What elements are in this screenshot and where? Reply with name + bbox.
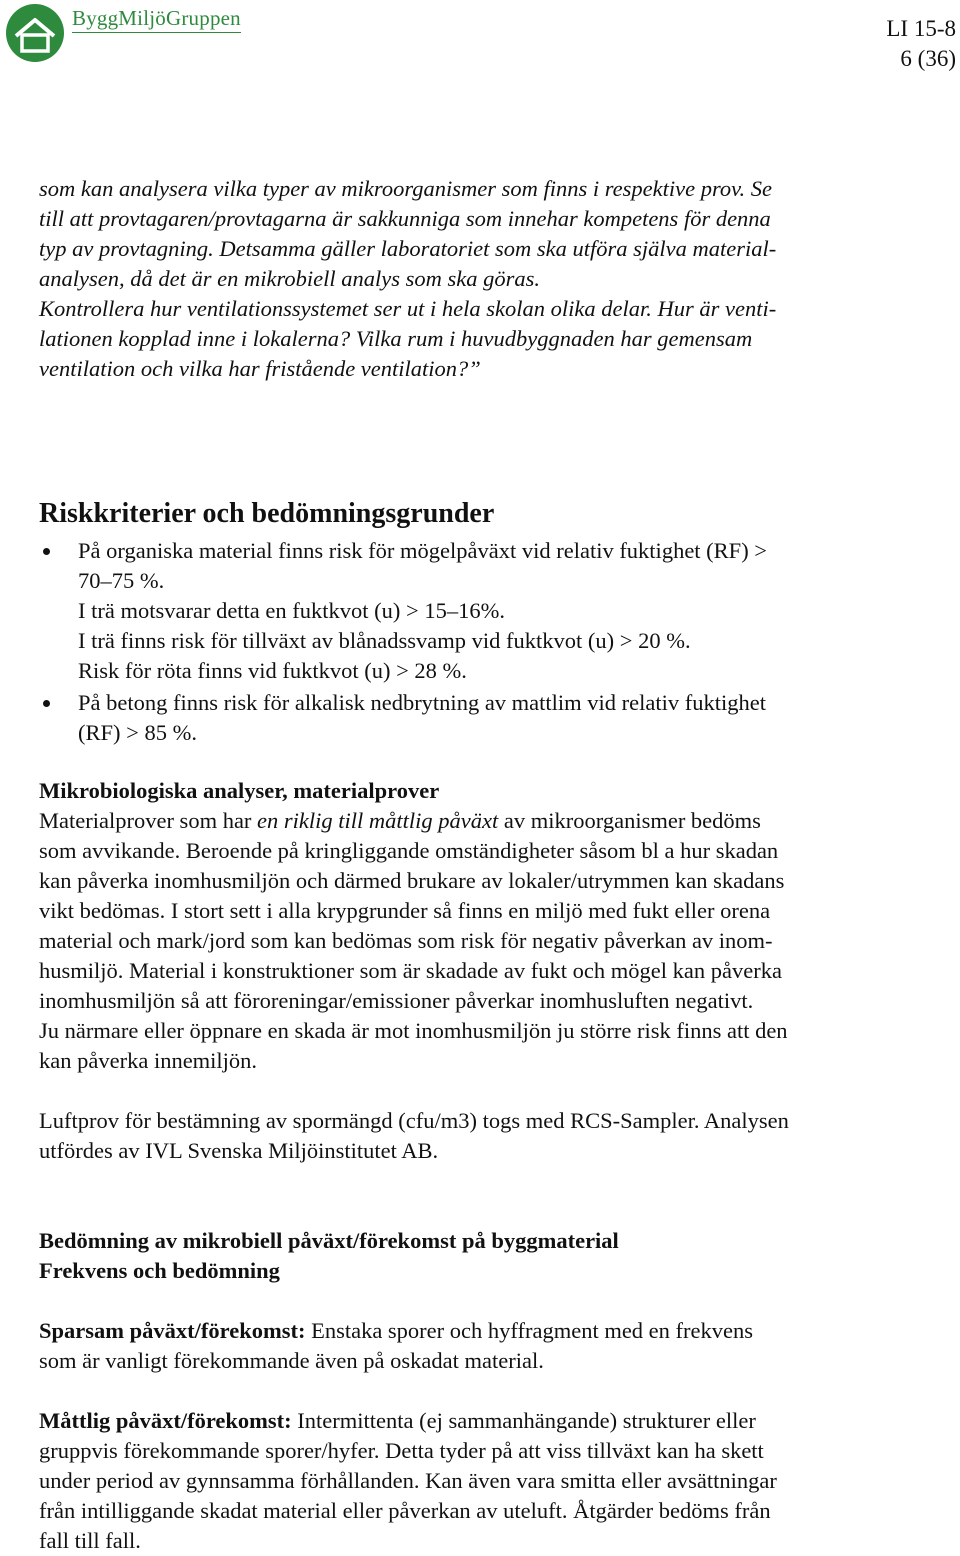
- text-line: som avvikande. Beroende på kringliggande omständigheter såsom bl a hur skadan: [39, 838, 779, 863]
- bullet-item-concrete: [39, 688, 920, 748]
- text-line: På betong finns risk för alkalisk nedbrytning av mattlim vid relativ fuktighet: [78, 690, 766, 715]
- section-heading-risk: Riskkriterier och bedömningsgrunder: [39, 498, 495, 529]
- text-line: I trä motsvarar detta en fuktkvot (u) > 15–16%.: [78, 598, 505, 623]
- moderate-growth-paragraph: [39, 1406, 920, 1556]
- text-line: lationen kopplad inne i lokalerna? Vilka rum i huvudbyggnaden har gemensam: [39, 326, 753, 351]
- text-line: (RF) > 85 %.: [78, 720, 197, 745]
- air-sample-paragraph: [39, 1106, 920, 1166]
- text-line: Risk för röta finns vid fuktkvot (u) > 28 %.: [78, 658, 467, 683]
- text-line: material och mark/jord som kan bedömas som risk för negativ påverkan av inom-: [39, 928, 773, 953]
- text-line: fall till fall.: [39, 1528, 141, 1553]
- text-span: av mikroorganismer bedöms: [498, 808, 761, 833]
- company-logo: [4, 2, 241, 64]
- section-heading-assessment: Bedömning av mikrobiell påväxt/förekomst på byggmaterial: [39, 1228, 619, 1253]
- bullet-item-organic: [39, 536, 920, 686]
- text-span: Materialprover som har: [39, 808, 258, 833]
- text-line: På organiska material finns risk för mögelpåväxt vid relativ fuktighet (RF) >: [78, 538, 767, 563]
- term-label: Måttlig påväxt/förekomst:: [39, 1408, 292, 1433]
- text-line: ventilation och vilka har fristående ventilation?”: [39, 356, 481, 381]
- text-line: under period av gynnsamma förhållanden. Kan även vara smitta eller avsättningar: [39, 1468, 777, 1493]
- logo-text: ByggMiljöGruppen: [72, 8, 241, 33]
- text-line: från intilliggande skadat material eller påverkan av uteluft. Åtgärder bedöms från: [39, 1498, 771, 1523]
- text-line: som är vanligt förekommande även på oskadat material.: [39, 1348, 544, 1373]
- text-line: [39, 1316, 920, 1346]
- sparse-growth-paragraph: [39, 1316, 920, 1376]
- text-line: analysen, då det är en mikrobiell analys som ska göras.: [39, 266, 540, 291]
- text-line: utfördes av IVL Svenska Miljöinstitutet AB.: [39, 1138, 439, 1163]
- text-line: [39, 1406, 920, 1436]
- page-number: 6 (36): [900, 46, 956, 71]
- text-line: vikt bedömas. I stort sett i alla krypgrunder så finns en miljö med fukt eller orena: [39, 898, 771, 923]
- text-line: [39, 806, 920, 836]
- text-span: Enstaka sporer och hyffragment med en frekvens: [305, 1318, 754, 1343]
- section-heading-micro: Mikrobiologiska analyser, materialprover: [39, 778, 440, 803]
- text-line: 70–75 %.: [78, 568, 165, 593]
- house-globe-icon: [4, 2, 66, 64]
- text-line: Luftprov för bestämning av spormängd (cfu/m3) togs med RCS-Sampler. Analysen: [39, 1108, 789, 1133]
- document-header: [886, 14, 956, 74]
- term-label: Sparsam påväxt/förekomst:: [39, 1318, 306, 1343]
- text-line: inomhusmiljön så att föroreningar/emissioner påverkar inomhusluften negativt.: [39, 988, 754, 1013]
- subheading-frequency: Frekvens och bedömning: [39, 1258, 280, 1283]
- text-line: Ju närmare eller öppnare en skada är mot inomhusmiljön ju större risk finns att den: [39, 1018, 788, 1043]
- quoted-instructions: [39, 174, 920, 384]
- text-line: I trä finns risk för tillväxt av blånadssvamp vid fuktkvot (u) > 20 %.: [78, 628, 691, 653]
- micro-analysis-section: [39, 776, 920, 1076]
- text-span: Intermittenta (ej sammanhängande) strukturer eller: [291, 1408, 756, 1433]
- text-line: kan påverka inomhusmiljön och därmed brukare av lokaler/utrymmen kan skadans: [39, 868, 785, 893]
- risk-criteria-list: [39, 536, 920, 748]
- text-line: som kan analysera vilka typer av mikroorganismer som finns i respektive prov. Se: [39, 176, 772, 201]
- assessment-headings: [39, 1226, 920, 1286]
- document-id: LI 15-8: [886, 16, 956, 41]
- text-line: gruppvis förekommande sporer/hyfer. Detta tyder på att viss tillväxt kan ha skett: [39, 1438, 764, 1463]
- text-line: till att provtagaren/provtagarna är sakkunniga som innehar kompetens för denna: [39, 206, 771, 231]
- text-line: Kontrollera hur ventilationssystemet ser ut i hela skolan olika delar. Hur är venti-: [39, 296, 777, 321]
- text-line: typ av provtagning. Detsamma gäller laboratoriet som ska utföra själva material-: [39, 236, 777, 261]
- text-line: husmiljö. Material i konstruktioner som är skadade av fukt och mögel kan påverka: [39, 958, 782, 983]
- text-line: kan påverka innemiljön.: [39, 1048, 258, 1073]
- emphasis-text: en riklig till måttlig påväxt: [257, 808, 499, 833]
